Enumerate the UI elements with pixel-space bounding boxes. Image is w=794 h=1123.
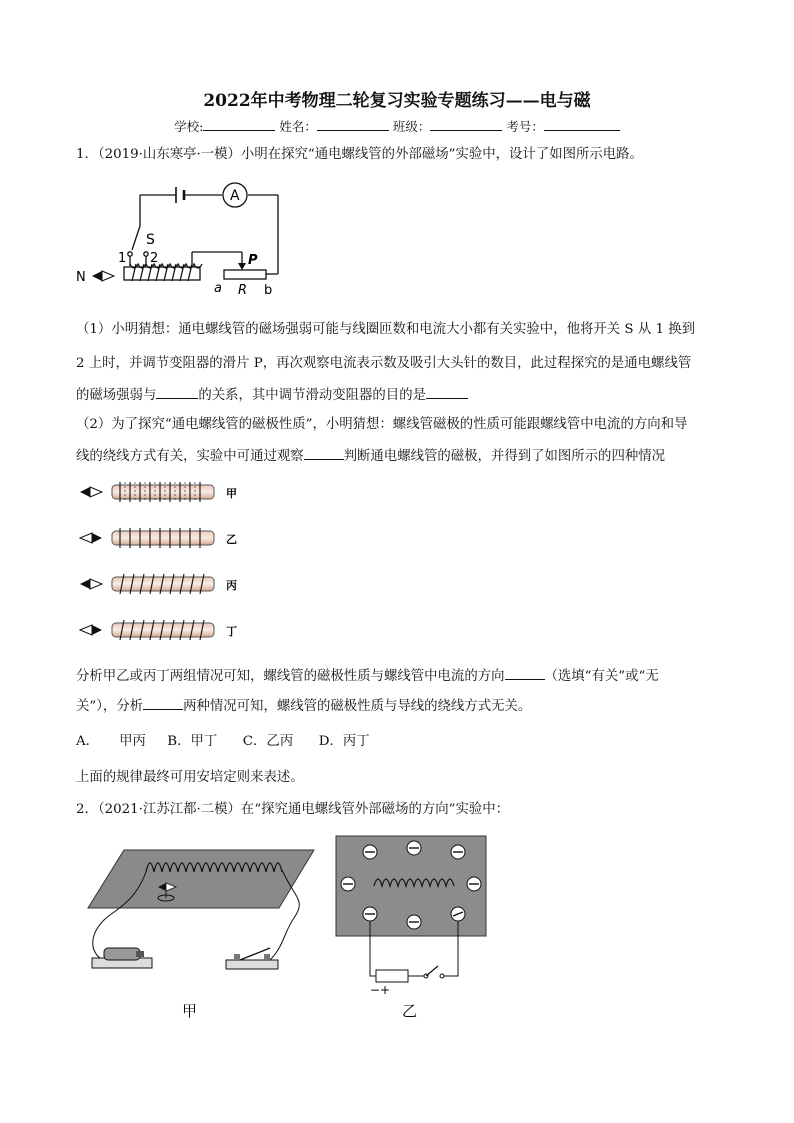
name-blank	[317, 116, 389, 131]
blank-3	[304, 445, 344, 460]
blank-5	[143, 695, 183, 710]
q2-stem: 2．（2021·江苏江都·二模）在“探究通电螺线管外部磁场的方向”实验中：	[76, 802, 510, 817]
q1-options	[76, 732, 370, 752]
school-blank	[203, 116, 275, 131]
q2-figure-yi	[334, 834, 490, 1024]
page-title: 2022年中考物理二轮复习实验专题练习——电与磁	[203, 91, 591, 111]
q1-p1-line3: 的磁场强弱与 的关系，其中调节滑动变阻器的目的是	[76, 384, 468, 406]
blank-4	[505, 665, 545, 680]
case-label-bing: 丙	[226, 579, 237, 592]
class-blank	[430, 116, 502, 131]
class-label: 班级：	[392, 119, 431, 134]
q1-stem: 1．（2019·山东寒亭·一模）小明在探究“通电螺线管的外部磁场”实验中，设计了如图所示电路。	[76, 147, 643, 162]
case-bing	[80, 574, 237, 594]
blank-2	[426, 384, 468, 399]
option-c: C．乙丙	[242, 734, 294, 749]
option-d: D．丙丁	[318, 734, 370, 749]
fig-label-yi: 乙	[402, 1002, 418, 1020]
ammeter-label: A	[230, 188, 240, 204]
north-label: N	[76, 270, 86, 285]
slider-arrow-icon	[238, 263, 246, 270]
exam-no-label: 考号：	[506, 119, 544, 134]
case-label-ding: 丁	[226, 625, 237, 638]
blank-1	[156, 384, 198, 399]
minus-label: −	[370, 983, 381, 997]
school-label: 学校:	[174, 119, 204, 134]
q1-conclusion: 上面的规律最终可用安培定则来表述。	[76, 770, 304, 785]
fig-label-jia: 甲	[182, 1002, 198, 1020]
terminal-2-label: 2	[150, 251, 159, 266]
switch-label: S	[146, 232, 155, 248]
q1-analysis-line2: 关”），分析 两种情况可知，螺线管的磁极性质与导线的绕线方式无关。	[76, 695, 531, 717]
q1-circuit-figure	[74, 178, 294, 298]
plus-label: +	[380, 983, 391, 997]
case-label-yi: 乙	[226, 533, 237, 546]
end-a-label: a	[214, 281, 222, 296]
option-a: A． 甲丙	[76, 734, 146, 749]
q1-analysis-line1: 分析甲乙或丙丁两组情况可知，螺线管的磁极性质与螺线管中电流的方向 （选填“有关”或“无	[76, 665, 659, 687]
q1-cases-figure	[74, 478, 254, 648]
q2-figure-jia	[74, 840, 324, 1020]
q1-p2-line1: （2）为了探究“通电螺线管的磁极性质”，小明猜想：螺线管磁极的性质可能跟螺线管中电流的方向和导	[76, 417, 688, 432]
name-label: 姓名：	[279, 119, 317, 134]
option-b: B．甲丁	[167, 734, 218, 749]
student-info-row	[0, 116, 794, 135]
q1-p1-line1: （1）小明猜想：通电螺线管的磁场强弱可能与线圈匝数和电流大小都有关实验中，他将开关 S 从 1 换到	[76, 322, 696, 337]
resistor-label: R	[238, 283, 248, 298]
slider-label: P	[248, 253, 258, 268]
case-ding	[80, 620, 237, 640]
case-label-jia: 甲	[226, 487, 237, 500]
case-jia	[80, 482, 237, 502]
case-yi	[80, 528, 237, 548]
terminal-1-label: 1	[118, 251, 127, 266]
end-b-label: b	[264, 283, 273, 298]
q1-p2-line2: 线的绕线方式有关，实验中可通过观察 判断通电螺线管的磁极，并得到了如图所示的四种情况	[76, 445, 665, 467]
q1-p1-line2: 2 上时，并调节变阻器的滑片 P，再次观察电流表示数及吸引大头针的数目，此过程探究的是通电螺线管	[76, 356, 692, 371]
compass-needle-icon	[92, 271, 102, 281]
exam-no-blank	[544, 116, 620, 131]
